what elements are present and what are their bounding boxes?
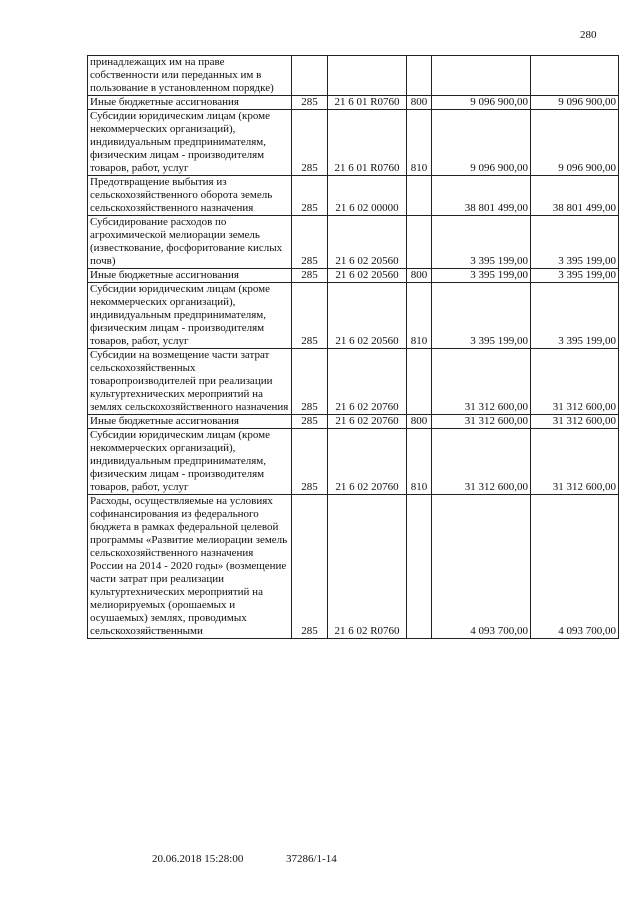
table-row [88,269,619,283]
row-admin-code-cell: 285 [292,96,328,110]
row-amount-2-cell: 4 093 700,00 [531,495,619,639]
row-expense-type-cell [407,216,432,269]
table-row [88,429,619,495]
row-amount-2-cell: 31 312 600,00 [531,349,619,415]
table-row [88,96,619,110]
row-admin-code-cell: 285 [292,495,328,639]
row-target-article-cell: 21 6 01 R0760 [328,96,407,110]
row-amount-1-cell: 3 395 199,00 [432,283,531,349]
row-name-cell: Субсидии юридическим лицам (кроме некоммерческих организаций), индивидуальным предпринимателям, физическим лицам - производителям товаров, работ, услуг [88,429,292,495]
page-number: 280 [580,29,597,41]
row-amount-2-cell: 9 096 900,00 [531,110,619,176]
row-name-cell: Субсидии на возмещение части затрат сельскохозяйственных товаропроизводителей при реализации культуртехнических мероприятий на землях сельскохозяйственного назначения [88,349,292,415]
budget-table-body [88,56,619,639]
row-target-article-cell: 21 6 02 20560 [328,269,407,283]
row-expense-type-cell [407,349,432,415]
row-expense-type-cell: 800 [407,96,432,110]
row-amount-2-cell: 31 312 600,00 [531,429,619,495]
row-target-article-cell: 21 6 02 20560 [328,216,407,269]
row-target-article-cell [328,56,407,96]
row-name-cell: Расходы, осуществляемые на условиях софинансирования из федерального бюджета в рамках федеральной целевой программы «Развитие мелиорации земель сельскохозяйственного назначения России на 2014 - 2020 годы» (возмещение части затрат при реализации культуртехнических мероприятий на мелиорируемых (орошаемых и осушаемых) землях, проводимых сельскохозяйственными [88,495,292,639]
row-admin-code-cell: 285 [292,176,328,216]
row-expense-type-cell: 810 [407,429,432,495]
row-admin-code-cell: 285 [292,429,328,495]
row-target-article-cell: 21 6 02 00000 [328,176,407,216]
row-target-article-cell: 21 6 02 20760 [328,415,407,429]
row-expense-type-cell [407,495,432,639]
row-amount-1-cell: 3 395 199,00 [432,269,531,283]
row-admin-code-cell [292,56,328,96]
row-name-cell: Иные бюджетные ассигнования [88,269,292,283]
row-amount-1-cell: 9 096 900,00 [432,96,531,110]
row-expense-type-cell: 800 [407,269,432,283]
row-amount-2-cell: 38 801 499,00 [531,176,619,216]
table-row [88,495,619,639]
row-amount-1-cell: 38 801 499,00 [432,176,531,216]
row-name-cell: Иные бюджетные ассигнования [88,96,292,110]
row-amount-1-cell: 31 312 600,00 [432,415,531,429]
row-expense-type-cell [407,176,432,216]
row-target-article-cell: 21 6 02 R0760 [328,495,407,639]
row-amount-2-cell: 3 395 199,00 [531,216,619,269]
row-amount-2-cell: 31 312 600,00 [531,415,619,429]
row-amount-2-cell: 9 096 900,00 [531,96,619,110]
row-amount-2-cell [531,56,619,96]
row-target-article-cell: 21 6 02 20560 [328,283,407,349]
row-amount-1-cell [432,56,531,96]
table-row [88,283,619,349]
table-row [88,110,619,176]
row-name-cell: Предотвращение выбытия из сельскохозяйственного оборота земель сельскохозяйственного назначения [88,176,292,216]
row-amount-2-cell: 3 395 199,00 [531,283,619,349]
row-name-cell: Субсидирование расходов по агрохимической мелиорации земель (известкование, фосфоритование кислых почв) [88,216,292,269]
row-amount-1-cell: 3 395 199,00 [432,216,531,269]
footer-datetime: 20.06.2018 15:28:00 [152,853,244,865]
table-row [88,176,619,216]
row-amount-2-cell: 3 395 199,00 [531,269,619,283]
row-name-cell: Субсидии юридическим лицам (кроме некоммерческих организаций), индивидуальным предпринимателям, физическим лицам - производителям товаров, работ, услуг [88,110,292,176]
row-amount-1-cell: 31 312 600,00 [432,349,531,415]
row-admin-code-cell: 285 [292,269,328,283]
table-row [88,349,619,415]
row-expense-type-cell [407,56,432,96]
row-expense-type-cell: 810 [407,283,432,349]
row-admin-code-cell: 285 [292,110,328,176]
row-admin-code-cell: 285 [292,216,328,269]
row-target-article-cell: 21 6 01 R0760 [328,110,407,176]
table-row [88,56,619,96]
row-target-article-cell: 21 6 02 20760 [328,349,407,415]
row-name-cell: Субсидии юридическим лицам (кроме некоммерческих организаций), индивидуальным предпринимателям, физическим лицам - производителям товаров, работ, услуг [88,283,292,349]
row-expense-type-cell: 810 [407,110,432,176]
row-name-cell: принадлежащих им на праве собственности или переданных им в пользование в установленном порядке) [88,56,292,96]
row-admin-code-cell: 285 [292,415,328,429]
row-amount-1-cell: 31 312 600,00 [432,429,531,495]
row-name-cell: Иные бюджетные ассигнования [88,415,292,429]
row-target-article-cell: 21 6 02 20760 [328,429,407,495]
row-amount-1-cell: 4 093 700,00 [432,495,531,639]
table-row [88,216,619,269]
row-expense-type-cell: 800 [407,415,432,429]
row-admin-code-cell: 285 [292,283,328,349]
row-amount-1-cell: 9 096 900,00 [432,110,531,176]
budget-table [87,55,619,639]
footer-doc-number: 37286/1-14 [286,853,337,865]
table-row [88,415,619,429]
row-admin-code-cell: 285 [292,349,328,415]
